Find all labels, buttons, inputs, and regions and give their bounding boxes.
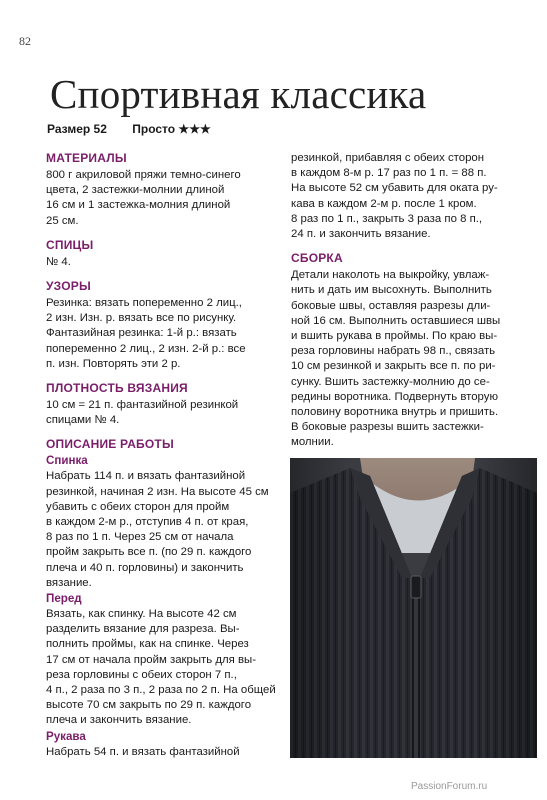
gauge-section [46, 381, 286, 428]
page-number: 82 [19, 34, 31, 48]
gauge-heading: ПЛОТНОСТЬ ВЯЗАНИЯ [46, 381, 188, 396]
needles-text: № 4. [46, 255, 71, 268]
sleeves-continued-section [291, 151, 519, 242]
patterns-section [46, 279, 286, 372]
right-column [291, 151, 519, 460]
assembly-heading: СБОРКА [291, 251, 343, 266]
site-watermark: PassionForum.ru [411, 781, 488, 792]
assembly-text: Детали наколоть на выкройку, увлаж- нить и дать им высохнуть. Выполнить боковые швы, оставляя разрезы дли- ной 16 см. Выполнить оставшиеся швы и вшить рукава в проймы. По краю вы- реза горловины набрать 98 п., связать 10 см резинкой и закрыть все п. по ри- сунку. Вшить застежку-молнию до се- редины воротника. Подвернуть вторую половину воротника внутрь и пришить. В боковые разрезы вшить застежки- молнии. [291, 269, 501, 449]
materials-section [46, 151, 286, 229]
work-heading: ОПИСАНИЕ РАБОТЫ [46, 437, 174, 452]
sleeves-subheading: Рукава [46, 729, 86, 743]
materials-text: 800 г акриловой пряжи темно-синего цвета, 2 застежки-молнии длиной 16 см и 1 застежка-молния длиной 25 см. [46, 169, 241, 227]
work-section [46, 437, 286, 759]
sweater-illustration [290, 458, 537, 758]
needles-section [46, 238, 286, 270]
needles-heading: СПИЦЫ [46, 237, 94, 252]
difficulty-label: Просто ★★★ [132, 122, 211, 136]
sleeves-text: Набрать 54 п. и вязать фантазийной [46, 745, 240, 758]
pattern-meta [47, 122, 211, 136]
sleeves-continued-text: резинкой, прибавляя с обеих сторон в каждом 8-м р. 17 раз по 1 п. = 88 п. На высоте 52 см убавить для оката ру- кава в каждом 2-м р. после 1 кром. 8 раз по 1 п., закрыть 3 раза по 8 п., 24 п. и закончить вязание. [291, 152, 498, 241]
patterns-heading: УЗОРЫ [46, 279, 91, 294]
front-subheading: Перед [46, 592, 82, 606]
left-column [46, 151, 286, 769]
gauge-text: 10 см = 21 п. фантазийной резинкой спицами № 4. [46, 399, 239, 427]
assembly-section [291, 251, 519, 450]
size-label: Размер 52 [47, 122, 107, 136]
page-title: Спортивная классика [50, 71, 427, 117]
back-subheading: Спинка [46, 454, 88, 468]
front-text: Вязать, как спинку. На высоте 42 см разделить вязание для разреза. Вы- полнить проймы, как на спинке. Через 17 см от начала пройм закрыть для вы- реза горловины с обеих сторон 7 п., 4 п., 2 раза по 3 п., 2 раза по 2 п. На общей высоте 70 см закрыть по 29 п. каждого плеча и закончить вязание. [46, 608, 276, 727]
sweater-photo [290, 458, 537, 758]
materials-heading: МАТЕРИАЛЫ [46, 151, 127, 165]
back-text: Набрать 114 п. и вязать фантазийной резинкой, начиная 2 изн. На высоте 45 см убавить с обеих сторон для пройм в каждом 2-м р., отступив 4 п. от края, 8 раз по 1 п. Через 25 см от начала пройм закрыть все п. (по 29 п. каждого плеча и 40 п. горловины) и закончить вязание. [46, 470, 269, 589]
patterns-text: Резинка: вязать попеременно 2 лиц., 2 изн. Изн. р. вязать все по рисунку. Фантазийная резинка: 1-й р.: вязать попеременно 2 лиц., 2 изн. 2-й р.: все п. изн. Повторять эти 2 р. [46, 297, 246, 370]
